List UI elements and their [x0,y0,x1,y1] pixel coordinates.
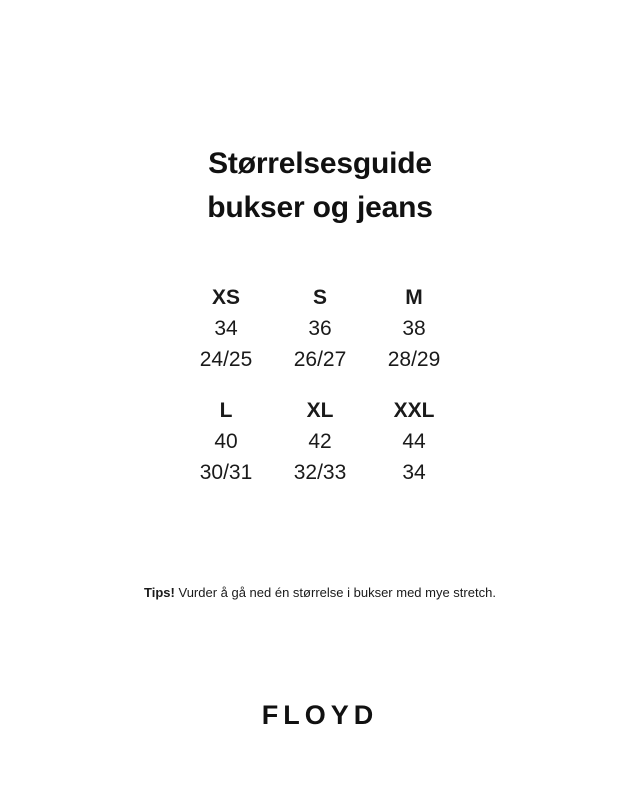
size-inch-value: 32/33 [293,461,347,484]
size-column-xl [273,395,367,488]
size-chart [160,282,480,488]
size-eu-value: 40 [214,430,238,453]
size-column-m [367,282,461,375]
size-eu-value: 38 [402,317,426,340]
page-title [207,142,432,230]
size-label: L [219,399,233,422]
size-column-xs [179,282,273,375]
size-inch-value: 24/25 [199,348,253,371]
size-group-row-1 [160,282,480,375]
tip-prefix: Tips! [144,585,175,600]
size-inch-value: 30/31 [199,461,253,484]
page-title-line-1: Størrelsesguide [208,147,432,180]
size-label: S [312,286,327,309]
size-column-s [273,282,367,375]
page-title-line-2: bukser og jeans [207,191,433,224]
size-inch-value: 26/27 [293,348,347,371]
size-column-xxl [367,395,461,488]
size-eu-value: 36 [308,317,332,340]
tip-note [60,584,580,602]
size-eu-value: 34 [214,317,238,340]
size-eu-value: 42 [308,430,332,453]
size-label: XXL [393,399,435,422]
brand-logo: FLOYD [261,700,379,730]
size-inch-value: 34 [402,461,426,484]
size-inch-value: 28/29 [387,348,441,371]
size-label: M [405,286,423,309]
size-eu-value: 44 [402,430,426,453]
size-label: XL [306,399,334,422]
size-column-l [179,395,273,488]
tip-text: Vurder å gå ned én størrelse i bukser med mye stretch. [178,585,496,600]
size-label: XS [211,286,240,309]
size-group-row-2 [160,395,480,488]
